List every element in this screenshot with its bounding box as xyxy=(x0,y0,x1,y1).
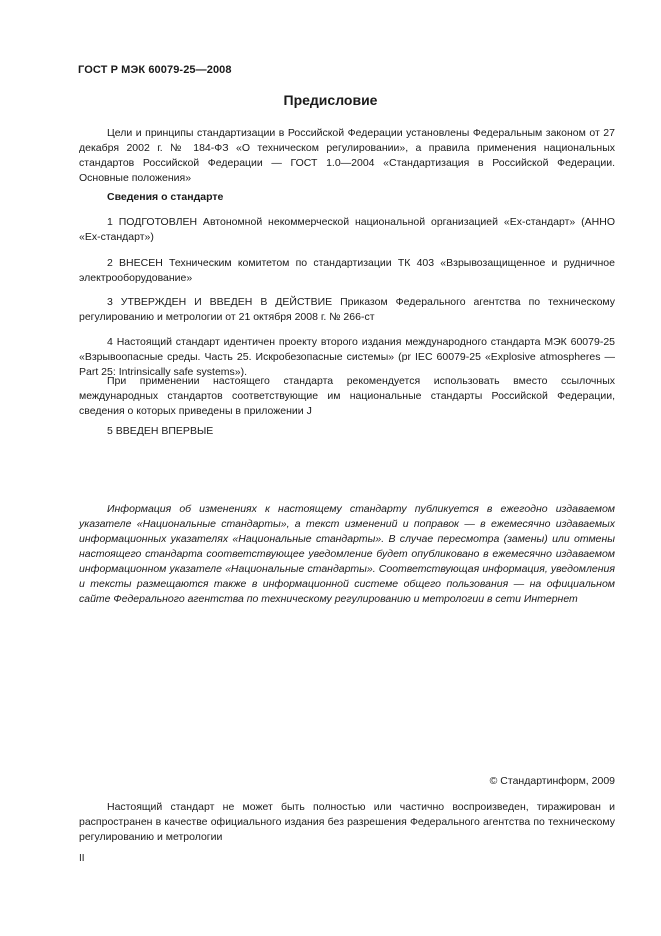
item-4-note: При применении настоящего стандарта рекомендуется использовать вместо ссылочных международных стандартов соответствующие им национальные стандарты Российской Федерации, сведения о которых приведены в приложении J xyxy=(79,375,615,417)
item-3-approved: 3 УТВЕРЖДЕН И ВВЕДЕН В ДЕЙСТВИЕ Приказом Федерального агентства по техническому регулированию и метрологии от 21 октября 2008 г. № 266-ст xyxy=(79,296,615,323)
item-5-first-introduced: 5 ВВЕДЕН ВПЕРВЫЕ xyxy=(107,425,214,437)
page-number: II xyxy=(79,853,85,864)
document-code-header: ГОСТ Р МЭК 60079-25—2008 xyxy=(78,64,232,76)
copyright-line: © Стандартинформ, 2009 xyxy=(489,775,615,787)
item-1-prepared: 1 ПОДГОТОВЛЕН Автономной некоммерческой национальной организацией «Ех-стандарт» (АННО «Ех-стандарт») xyxy=(79,216,615,243)
intro-paragraph: Цели и принципы стандартизации в Российской Федерации установлены Федеральным законом от 27 декабря 2002 г. № 184-ФЗ «О техническом регулировании», а правила применения национальных стандартов Российской Федерации — ГОСТ 1.0—2004 «Стандартизация в Российской Федерации. Основные положения» xyxy=(79,127,615,184)
page-title: Предисловие xyxy=(283,92,378,108)
info-heading: Сведения о стандарте xyxy=(107,191,224,203)
item-2-introduced: 2 ВНЕСЕН Техническим комитетом по стандартизации ТК 403 «Взрывозащищенное и рудничное электрооборудование» xyxy=(79,257,615,284)
reproduction-notice: Настоящий стандарт не может быть полностью или частично воспроизведен, тиражирован и распространен в качестве официального издания без разрешения Федерального агентства по техническому регулированию и метрологии xyxy=(79,801,615,843)
changes-notice: Информация об изменениях к настоящему стандарту публикуется в ежегодно издаваемом указателе «Национальные стандарты», а текст изменений и поправок — в ежемесячно издаваемых информационных указателях «Национальные стандарты». В случае пересмотра (замены) или отмены настоящего стандарта соответствующее уведомление будет опубликовано в ежемесячно издаваемом информационном указателе «Национальные стандарты». Соответствующая информация, уведомления и тексты размещаются также в информационной системе общего пользования — на официальном сайте Федерального агентства по техническому регулированию и метрологии в сети Интернет xyxy=(79,503,615,605)
item-4-identical: 4 Настоящий стандарт идентичен проекту второго издания международного стандарта МЭК 60079-25 «Взрывоопасные среды. Часть 25. Искробезопасные системы» (pr IEC 60079-25 «Explosive atmospheres — Part 25: Intrinsically safe systems»). xyxy=(79,336,615,378)
